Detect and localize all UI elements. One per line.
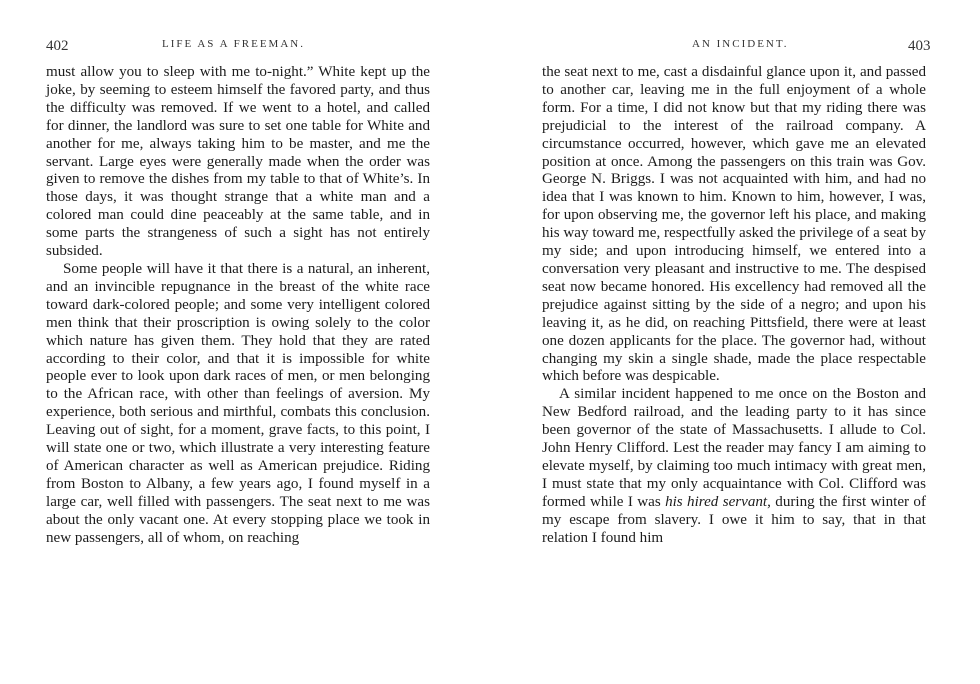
right-page bbox=[490, 0, 980, 684]
left-page-number: 402 bbox=[46, 38, 69, 54]
left-page-body bbox=[46, 64, 430, 547]
left-paragraph-2: Some people will have it that there is a natural, an inherent, and an invincible repugnance in the breast of the white race toward dark-colored people; and some very intelligent colored men think that their proscription is owing solely to the color which nature has given them. They hold that they are rated according to their color, and that it is impossible for white people ever to look upon dark races of men, or men belonging to the African race, with other than feelings of aversion. My experience, both serious and mirthful, combats this conclusion. Leaving out of sight, for a moment, grave facts, to this point, I will state one or two, which illustrate a very interesting feature of American character as well as American prejudice. Riding from Boston to Albany, a few years ago, I found myself in a large car, well filled with passengers. The seat next to me was about the only vacant one. At every stopping place we took in new passengers, all of whom, on reaching bbox=[46, 260, 430, 546]
left-running-head: LIFE AS A FREEMAN. bbox=[162, 38, 305, 50]
right-paragraph-1: the seat next to me, cast a disdainful glance upon it, and passed to another car, leaving me in the full enjoyment of a whole form. For a time, I did not know but that my riding there was prejudicial to the interest of the railroad company. A circumstance occurred, however, which gave me an elevated position at once. Among the passengers on this train was Gov. George N. Briggs. I was not acquainted with him, and had no idea that I was known to him. Known to him, however, I was, for upon observing me, the governor left his place, and making his way toward me, respectfully asked the privilege of a seat by my side; and upon introducing himself, we entered into a conversation very pleasant and instructive to me. The despised seat now became honored. His excellency had removed all the prejudice against sitting by the side of a negro; and upon his leaving it, as he did, on reaching Pittsfield, there were at least one dozen applicants for the place. The governor had, without changing my skin a single shade, made the place respectable which before was despicable. bbox=[542, 64, 926, 385]
right-running-head: AN INCIDENT. bbox=[692, 38, 789, 50]
left-paragraph-1: must allow you to sleep with me to-night.” White kept up the joke, by seeming to esteem himself the favored party, and thus the difficulty was removed. If we went to a hotel, and called for dinner, the landlord was sure to set one table for White and another for me, always taking him to be master, and me the servant. Large eyes were generally made when the order was given to remove the dishes from my table to that of White’s. In those days, it was thought strange that a white man and a colored man could dine peaceably at the same table, and in some parts the strangeness of such a sight has not entirely subsided. bbox=[46, 64, 430, 260]
right-paragraph-2-text-a: A similar incident happened to me once on the Boston and New Bedford railroad, and the leading party to it has since been governor of the state of Massachusetts. I allude to Col. John Henry Clifford. Lest the reader may fancy I am aiming to elevate myself, by claiming too much intimacy with great men, I must state that my only acquaintance with Col. Clifford was formed while I was bbox=[542, 386, 926, 510]
right-page-body bbox=[542, 64, 926, 547]
right-paragraph-2-text-b: , during the first winter of my escape from slavery. I owe it him to say, that in that relation I found him bbox=[542, 493, 927, 546]
right-paragraph-2 bbox=[542, 386, 926, 547]
right-page-number: 403 bbox=[908, 38, 931, 54]
right-paragraph-2-italic: his hired servant bbox=[665, 493, 768, 510]
